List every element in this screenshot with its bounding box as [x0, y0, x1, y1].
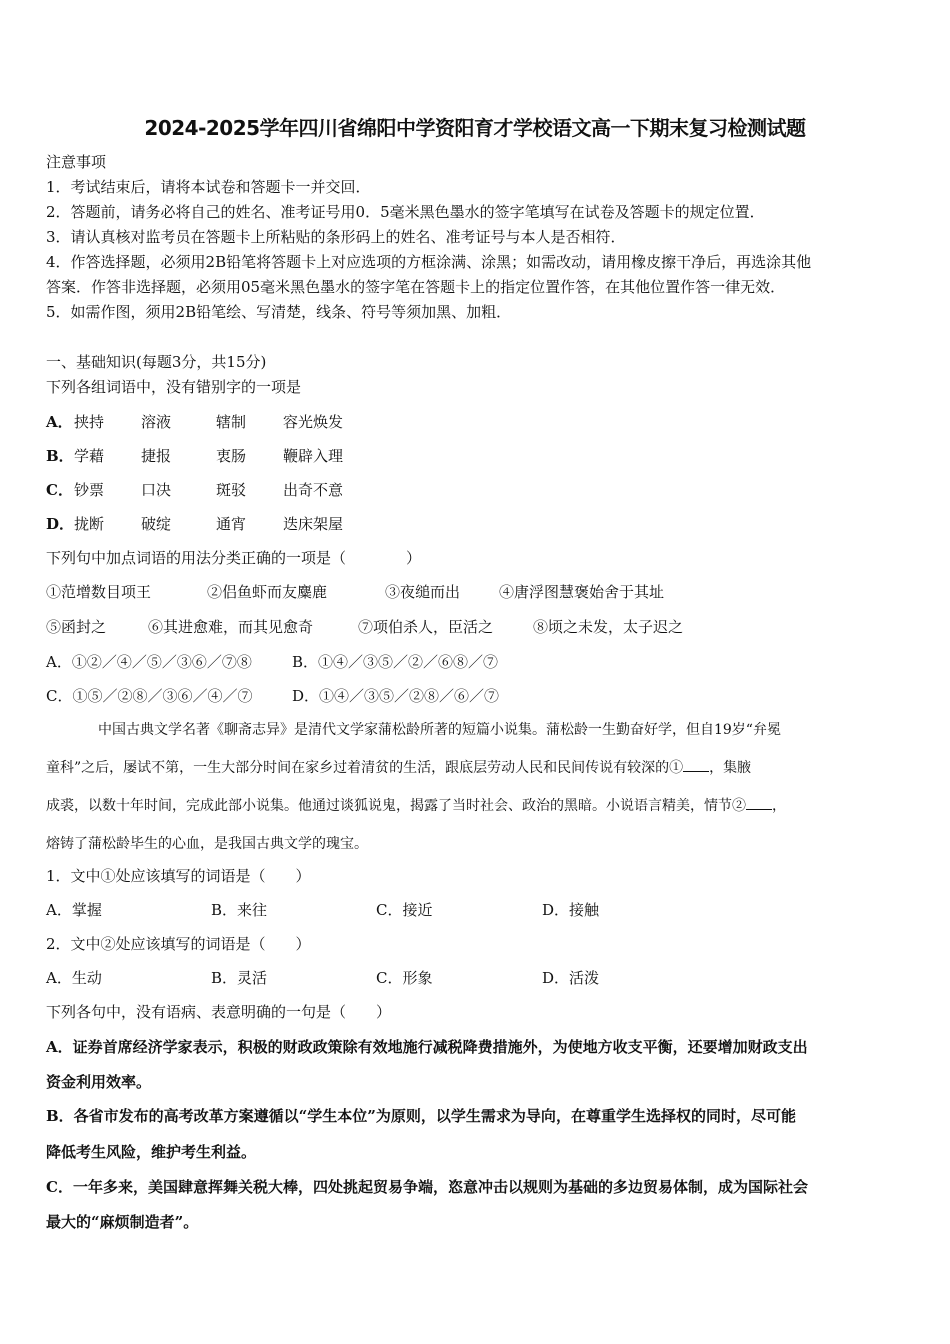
notice-heading: 注意事项: [46, 153, 107, 171]
q4-option-line: 资金利用效率。: [46, 1073, 152, 1091]
option-label: C．: [46, 481, 73, 499]
notice-item: 1．考试结束后，请将本试卷和答题卡一并交回．: [46, 178, 371, 196]
q4-option-line: C．一年多来，美国肆意挥舞关税大棒，四处挑起贸易争端，恣意冲击以规则为基础的多边贸易体制，成为国际社会: [46, 1178, 808, 1196]
q2-item: ⑤函封之: [46, 618, 107, 636]
option-word: 捷报: [141, 447, 172, 465]
q4-option-line: 降低考生风险，维护考生利益。: [46, 1143, 257, 1161]
q3-2-option: A．生动: [46, 969, 102, 987]
option-word: 钞票: [74, 481, 105, 499]
q2-item: ⑧顷之未发，太子迟之: [533, 618, 684, 636]
answer-blank: [683, 759, 709, 772]
option-word: 迭床架屋: [283, 515, 344, 533]
option-word: 拢断: [74, 515, 105, 533]
passage-text: ，集腋: [709, 760, 752, 776]
passage-line: [46, 796, 908, 816]
option-label: D．: [46, 515, 75, 533]
passage-text: ，: [772, 798, 786, 814]
q3-2-option: B．灵活: [211, 969, 268, 987]
option-word: 挟持: [74, 413, 105, 431]
q2-option: C．①⑤／②⑧／③⑥／④／⑦: [46, 687, 253, 705]
option-word: 通宵: [216, 515, 247, 533]
q2-option: A．①②／④／⑤／③⑥／⑦⑧: [46, 653, 252, 671]
q2-item: ④唐浮图慧褒始舍于其址: [499, 583, 665, 601]
q4-option-line: A．证券首席经济学家表示，积极的财政政策除有效地施行减税降费措施外，为使地方收支平衡，还要增加财政支出: [46, 1038, 808, 1056]
q2-item: ⑥其进愈难，而其见愈奇: [148, 618, 314, 636]
q2-item: ①范增数目项王: [46, 583, 152, 601]
option-word: 斑驳: [216, 481, 247, 499]
notice-item: 3．请认真核对监考员在答题卡上所粘贴的条形码上的姓名、准考证号与本人是否相符．: [46, 228, 626, 246]
option-word: 口决: [141, 481, 172, 499]
option-word: 衷肠: [216, 447, 247, 465]
passage-text: 成裘，以数十年时间，完成此部小说集。他通过谈狐说鬼，揭露了当时社会、政治的黑暗。小说语言精美，情节②: [46, 798, 746, 814]
q3-1-option: C．接近: [376, 901, 433, 919]
question-stem: 下列句中加点词语的用法分类正确的一项是（ ）: [46, 549, 422, 567]
q3-2-option: D．活泼: [542, 969, 600, 987]
option-word: 鞭辟入理: [283, 447, 344, 465]
question-stem: 下列各组词语中，没有错别字的一项是: [46, 378, 302, 396]
q3-1-option: B．来往: [211, 901, 268, 919]
page-title: 2024-2025学年四川省绵阳中学资阳育才学校语文高一下期末复习检测试题: [144, 116, 806, 140]
option-word: 辖制: [216, 413, 247, 431]
section-heading: 一、基础知识(每题3分，共15分): [46, 353, 267, 371]
option-word: 溶液: [141, 413, 172, 431]
q3-1-option: D．接触: [542, 901, 600, 919]
passage-line: 熔铸了蒲松龄毕生的心血，是我国古典文学的瑰宝。: [46, 836, 368, 852]
q3-2-option: C．形象: [376, 969, 433, 987]
q3-1-option: A．掌握: [46, 901, 102, 919]
q2-option: D．①④／③⑤／②⑧／⑥／⑦: [292, 687, 500, 705]
notice-item: 答案．作答非选择题，必须用05毫米黑色墨水的签字笔在答题卡上的指定位置作答，在其他位置作答一律无效．: [46, 278, 786, 296]
question-stem: 2．文中②处应该填写的词语是（ ）: [46, 935, 311, 953]
q4-option-line: 最大的“麻烦制造者”。: [46, 1213, 199, 1231]
q2-item: ③夜缒而出: [385, 583, 461, 601]
q2-option: B．①④／③⑤／②／⑥⑧／⑦: [292, 653, 499, 671]
question-stem: 下列各句中，没有语病、表意明确的一句是（ ）: [46, 1003, 392, 1021]
notice-item: 2．答题前，请务必将自己的姓名、准考证号用0．5毫米黑色墨水的签字笔填写在试卷及答题卡的规定位置．: [46, 203, 765, 221]
option-word: 出奇不意: [283, 481, 344, 499]
option-word: 容光焕发: [283, 413, 344, 431]
passage-line: 中国古典文学名著《聊斋志异》是清代文学家蒲松龄所著的短篇小说集。蒲松龄一生勤奋好学，但自19岁“弁冕: [98, 722, 781, 738]
option-word: 学藉: [74, 447, 105, 465]
question-stem: 1．文中①处应该填写的词语是（ ）: [46, 867, 311, 885]
notice-item: 5．如需作图，须用2B铅笔绘、写清楚，线条、符号等须加黑、加粗．: [46, 303, 512, 321]
passage-line: [46, 758, 908, 778]
q2-item: ⑦项伯杀人，臣活之: [358, 618, 494, 636]
answer-blank: [746, 797, 772, 810]
passage-text: 童科”之后，屡试不第，一生大部分时间在家乡过着清贫的生活，跟底层劳动人民和民间传说有较深的①: [46, 760, 684, 776]
q4-option-line: B．各省市发布的高考改革方案遵循以“学生本位”为原则，以学生需求为导向，在尊重学生选择权的同时，尽可能: [46, 1107, 796, 1125]
option-label: A．: [46, 413, 73, 431]
option-label: B．: [46, 447, 74, 465]
option-word: 破绽: [141, 515, 172, 533]
q2-item: ②侣鱼虾而友麋鹿: [207, 583, 328, 601]
notice-item: 4．作答选择题，必须用2B铅笔将答题卡上对应选项的方框涂满、涂黑；如需改动，请用橡皮擦干净后，再选涂其他: [46, 253, 812, 271]
